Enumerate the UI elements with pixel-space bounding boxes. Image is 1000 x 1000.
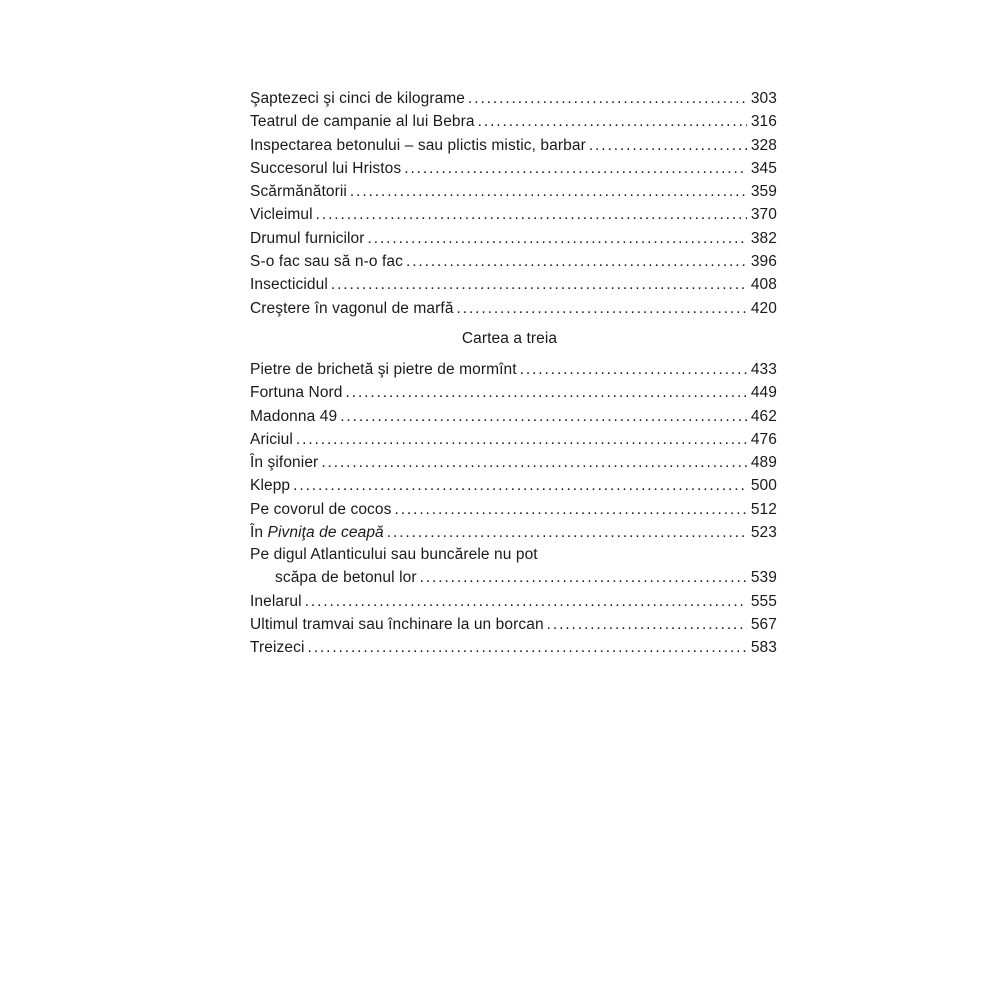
toc-entry [250,273,777,296]
toc-entry [250,227,777,250]
toc-entry-page: 449 [750,384,777,402]
toc-entry-title: Pietre de brichetă şi pietre de mormînt [250,360,517,378]
toc-entry-page: 408 [750,276,777,294]
section-heading: Cartea a treia [461,329,558,347]
toc-entry-page: 512 [750,500,777,518]
toc-entry-page: 303 [750,90,777,107]
toc-entry-title: Inelarul [250,592,302,610]
toc-entry-page: 555 [750,592,777,610]
toc-entry-title: Treizeci [250,639,305,657]
toc-entry-title-prefix: În [250,524,268,542]
toc-entry-title: Teatrul de campanie al lui Bebra [250,113,475,131]
toc-entry-page: 462 [750,407,777,425]
dot-leader [321,451,747,474]
toc-entry [250,381,777,404]
dot-leader [468,87,747,110]
dot-leader [340,405,747,428]
toc-entry-page: 370 [750,206,777,224]
toc-entry-page: 539 [750,569,777,587]
toc-entry-title: Creştere în vagonul de marfă [250,299,454,317]
toc-entry [250,134,777,157]
dot-leader [293,474,747,497]
toc-entry-title: Klepp [250,477,291,495]
toc-entry-first-line: Pe digul Atlanticului sau buncărele nu pot [250,546,538,564]
toc-entry-page: 359 [750,183,777,201]
dot-leader [296,428,747,451]
toc-entry-title: Succesorul lui Hristos [250,159,402,177]
dot-leader [331,273,747,296]
toc-entry-title: Ultimul tramvai sau închinare la un borcan [250,615,544,633]
toc-entry [250,590,777,613]
dot-leader [589,134,747,157]
toc-entry [250,405,777,428]
dot-leader [387,521,747,544]
toc-entry [250,297,777,320]
dot-leader [346,381,747,404]
dot-leader [520,358,747,381]
dot-leader [350,180,747,203]
toc-entry [250,110,777,133]
dot-leader [457,297,747,320]
toc-entry-page: 476 [750,430,777,448]
toc-entry [250,451,777,474]
toc-entry [250,498,777,521]
toc-entry-page: 328 [750,136,777,154]
toc-entry [250,636,777,659]
dot-leader [404,157,747,180]
toc-entry-page: 500 [750,477,777,495]
toc-entry [250,474,777,497]
toc-entry-title: Scărmănătorii [250,183,347,201]
toc-entry-page: 489 [750,454,777,472]
toc-entry-title: În şifonier [250,454,319,472]
toc-entry-page: 523 [750,524,777,542]
toc-entry [250,180,777,203]
toc-entry-title: Vicleimul [250,206,313,224]
dot-leader [305,590,747,613]
toc-entry [250,87,777,110]
toc-entry [250,566,777,589]
toc-entry [250,157,777,180]
toc-entry-title: Drumul furnicilor [250,229,365,247]
dot-leader [394,498,746,521]
toc-entry-title: Insecticidul [250,276,328,294]
dot-leader [307,636,746,659]
toc-entry [250,358,777,381]
toc-entry-title: Ariciul [250,430,293,448]
toc-entry-page: 567 [750,615,777,633]
toc-entry-title: S-o fac sau să n-o fac [250,253,403,271]
toc-entry [250,521,777,544]
dot-leader [420,566,747,589]
toc-entry-title: Pe covorul de cocos [250,500,392,518]
toc-entry-title [250,521,387,544]
toc-entry-page: 396 [750,253,777,271]
toc-entry-page: 433 [750,360,777,378]
toc-entry [250,428,777,451]
dot-leader [478,110,747,133]
table-of-contents [250,87,777,660]
toc-entry-page: 420 [750,299,777,317]
toc-entry-title-italic: Pivniţa de ceapă [267,524,384,542]
toc-entry-page: 583 [750,639,777,657]
toc-entry-title: Şaptezeci şi cinci de kilograme [250,90,466,107]
toc-entry-page: 382 [750,229,777,247]
toc-entry-title-continuation: scăpa de betonul lor [275,569,417,587]
dot-leader [547,613,747,636]
toc-entry [250,203,777,226]
toc-entry-page: 316 [750,113,777,131]
toc-entry-title: Madonna 49 [250,407,338,425]
toc-entry [250,250,777,273]
toc-entry [250,613,777,636]
dot-leader [316,203,747,226]
toc-entry-title: Fortuna Nord [250,384,343,402]
toc-entry-page: 345 [750,159,777,177]
toc-entry-title: Inspectarea betonului – sau plictis mistic, barbar [250,136,586,154]
dot-leader [368,227,747,250]
dot-leader [406,250,747,273]
